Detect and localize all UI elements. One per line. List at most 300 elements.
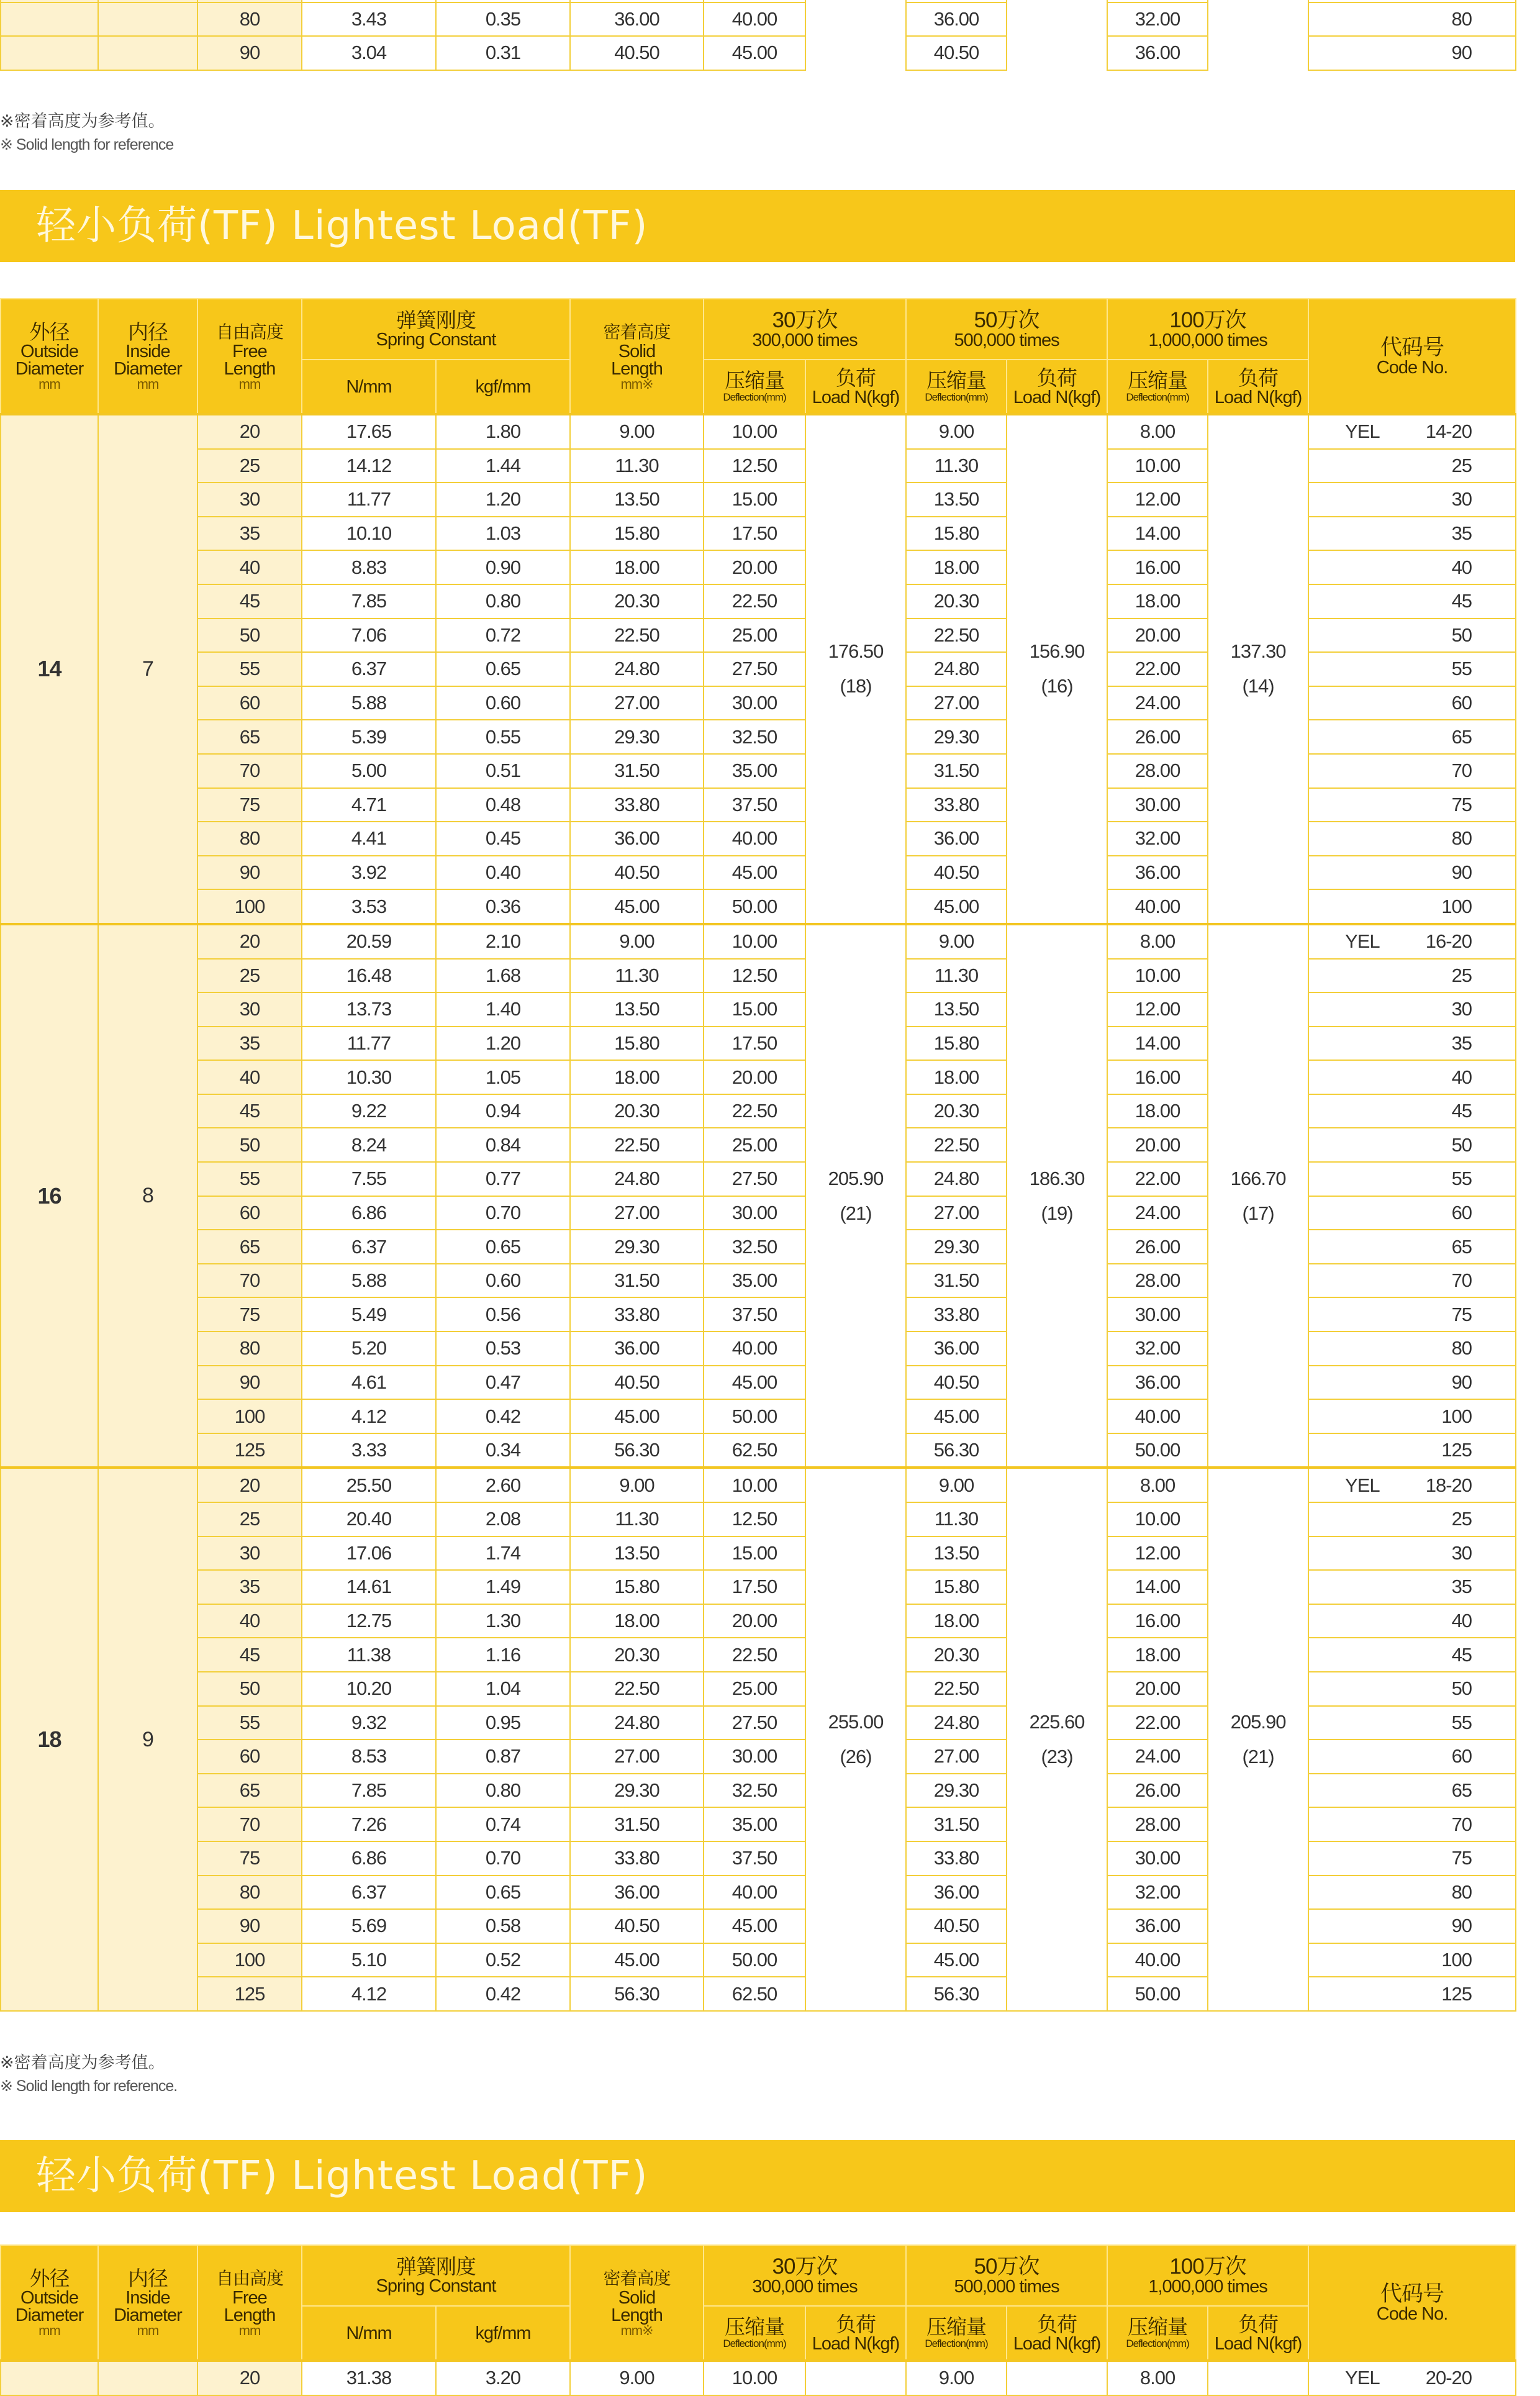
free-length-cell: 30 [197, 1536, 302, 1571]
spring-constant-n-cell: 17.06 [302, 1536, 436, 1571]
spring-constant-n-cell: 3.92 [302, 856, 436, 890]
deflection-30-cell: 17.50 [704, 1570, 805, 1604]
load-value: 156.90 [1029, 640, 1085, 663]
deflection-100-cell: 18.00 [1107, 584, 1208, 619]
spring-constant-n-cell: 25.50 [302, 1468, 436, 1502]
spring-constant-n-cell: 4.71 [302, 788, 436, 822]
spring-constant-kgf-cell: 2.08 [436, 1502, 570, 1536]
spring-constant-n-cell: 6.86 [302, 1196, 436, 1230]
solid-length-cell: 40.50 [570, 1366, 704, 1400]
code-cell [1308, 686, 1516, 720]
free-length-cell: 25 [197, 1502, 302, 1536]
deflection-100-cell: 22.00 [1107, 652, 1208, 686]
spring-constant-n-cell: 14.61 [302, 1570, 436, 1604]
code-prefix: YEL [1345, 930, 1380, 953]
header-solid-length: 密着高度 Solid Length mm※ [570, 2245, 704, 2361]
free-length-cell: 100 [197, 889, 302, 924]
deflection-100-cell: 20.00 [1107, 1672, 1208, 1706]
table-row [1, 1468, 1516, 1502]
deflection-30-cell: 10.00 [704, 414, 805, 449]
spring-constant-n-cell: 20.59 [302, 924, 436, 959]
free-length-cell: 70 [197, 754, 302, 788]
free-length-cell: 40 [197, 1604, 302, 1638]
spring-constant-kgf-cell: 1.44 [436, 449, 570, 483]
section-header-bar-2 [0, 2140, 1515, 2212]
code-cell [1308, 856, 1516, 890]
spring-constant-n-cell: 12.75 [302, 1604, 436, 1638]
spring-constant-n-cell: 11.77 [302, 483, 436, 517]
deflection-100-cell: 40.00 [1107, 1943, 1208, 1977]
code-cell [1308, 449, 1516, 483]
section-title: 轻小负荷(TF) Lightest Load(TF) [36, 203, 648, 249]
load-100-cell [1208, 36, 1308, 70]
free-length-cell: 90 [197, 1366, 302, 1400]
free-length-cell: 35 [197, 1570, 302, 1604]
spring-constant-kgf-cell: 2.10 [436, 924, 570, 959]
load-100-cell [1208, 2361, 1308, 2395]
deflection-50-cell: 36.00 [906, 1876, 1007, 1910]
deflection-30-cell: 40.00 [704, 1332, 805, 1366]
deflection-100-cell: 10.00 [1107, 449, 1208, 483]
solid-length-cell: 18.00 [570, 550, 704, 584]
spring-constant-n-cell: 8.24 [302, 1128, 436, 1162]
spring-constant-n-cell: 4.41 [302, 822, 436, 856]
code-cell [1308, 754, 1516, 788]
code-value: 14-20 [1425, 420, 1472, 443]
code-value: 90 [1451, 861, 1472, 884]
code-value: 75 [1451, 1303, 1472, 1325]
deflection-50-cell: 33.80 [906, 788, 1007, 822]
deflection-30-cell: 20.00 [704, 550, 805, 584]
code-cell [1308, 788, 1516, 822]
outside-diameter-cell [1, 2361, 98, 2395]
header-deflection-30: 压缩量 Deflection(mm) [704, 2306, 805, 2361]
free-length-cell: 20 [197, 924, 302, 959]
solid-length-cell: 9.00 [570, 414, 704, 449]
deflection-100-cell: 12.00 [1107, 1536, 1208, 1571]
deflection-30-cell: 25.00 [704, 1672, 805, 1706]
deflection-30-cell: 17.50 [704, 1027, 805, 1061]
code-value: 30 [1451, 488, 1472, 511]
spring-constant-kgf-cell: 0.42 [436, 1977, 570, 2011]
spring-constant-n-cell: 3.43 [302, 2, 436, 37]
code-value: 25 [1451, 454, 1472, 476]
code-value: 80 [1451, 1337, 1472, 1359]
free-length-cell: 75 [197, 1841, 302, 1876]
bottom-partial-table [0, 2244, 1516, 2396]
spring-constant-kgf-cell: 0.70 [436, 1841, 570, 1876]
code-cell [1308, 822, 1516, 856]
solid-length-cell: 36.00 [570, 1332, 704, 1366]
code-cell [1308, 1841, 1516, 1876]
spring-constant-kgf-cell: 0.72 [436, 619, 570, 653]
deflection-30-cell: 40.00 [704, 2, 805, 37]
header-spring-constant: 弹簧刚度 Spring Constant [302, 2245, 570, 2306]
spring-constant-kgf-cell: 0.84 [436, 1128, 570, 1162]
spring-constant-n-cell: 4.12 [302, 1977, 436, 2011]
deflection-50-cell: 40.50 [906, 856, 1007, 890]
spring-constant-kgf-cell: 1.03 [436, 517, 570, 551]
deflection-30-cell: 25.00 [704, 1128, 805, 1162]
deflection-100-cell: 40.00 [1107, 889, 1208, 924]
free-length-cell: 50 [197, 619, 302, 653]
deflection-100-cell: 30.00 [1107, 1297, 1208, 1332]
code-value: 125 [1441, 1982, 1472, 2005]
deflection-50-cell: 40.50 [906, 36, 1007, 70]
solid-length-cell: 33.80 [570, 1297, 704, 1332]
spring-constant-n-cell: 11.38 [302, 1638, 436, 1672]
code-prefix: YEL [1345, 2367, 1380, 2389]
spring-constant-n-cell: 17.65 [302, 414, 436, 449]
spring-constant-kgf-cell: 1.16 [436, 1638, 570, 1672]
deflection-100-cell: 32.00 [1107, 1876, 1208, 1910]
code-cell [1308, 1740, 1516, 1774]
free-length-cell: 90 [197, 1909, 302, 1943]
spring-constant-kgf-cell: 0.42 [436, 1399, 570, 1433]
code-cell [1308, 1027, 1516, 1061]
deflection-100-cell: 28.00 [1107, 1807, 1208, 1841]
deflection-100-cell: 36.00 [1107, 856, 1208, 890]
spring-constant-n-cell: 7.06 [302, 619, 436, 653]
spring-constant-kgf-cell: 0.55 [436, 720, 570, 754]
code-value: 100 [1441, 1405, 1472, 1427]
deflection-50-cell: 22.50 [906, 1128, 1007, 1162]
deflection-100-cell: 30.00 [1107, 1841, 1208, 1876]
solid-length-cell: 20.30 [570, 584, 704, 619]
deflection-100-cell: 22.00 [1107, 1162, 1208, 1196]
deflection-100-cell: 26.00 [1107, 720, 1208, 754]
free-length-cell: 90 [197, 856, 302, 890]
code-cell [1308, 619, 1516, 653]
solid-length-cell: 56.30 [570, 1433, 704, 1468]
code-cell [1308, 1502, 1516, 1536]
code-cell [1308, 1604, 1516, 1638]
code-value: 40 [1451, 556, 1472, 578]
table-row [1, 2361, 1516, 2395]
deflection-30-cell: 35.00 [704, 754, 805, 788]
code-cell [1308, 1706, 1516, 1740]
deflection-50-cell: 40.50 [906, 1366, 1007, 1400]
section-header-bar [0, 190, 1515, 262]
code-value: 30 [1451, 1541, 1472, 1564]
deflection-50-cell: 27.00 [906, 1740, 1007, 1774]
free-length-cell: 80 [197, 2, 302, 37]
deflection-30-cell: 40.00 [704, 1876, 805, 1910]
free-length-cell: 125 [197, 1433, 302, 1468]
code-cell [1308, 1094, 1516, 1128]
header-outside-diameter: 外径 Outside Diameter mm [1, 2245, 98, 2361]
deflection-50-cell: 9.00 [906, 924, 1007, 959]
deflection-50-cell: 24.80 [906, 1162, 1007, 1196]
load-50-cell [1007, 924, 1107, 1468]
solid-length-cell: 33.80 [570, 1841, 704, 1876]
spring-constant-n-cell: 31.38 [302, 2361, 436, 2395]
deflection-30-cell: 20.00 [704, 1604, 805, 1638]
deflection-100-cell: 26.00 [1107, 1774, 1208, 1808]
deflection-50-cell: 15.80 [906, 517, 1007, 551]
free-length-cell: 30 [197, 483, 302, 517]
spring-constant-n-cell: 6.37 [302, 1876, 436, 1910]
code-cell [1308, 550, 1516, 584]
note-zh: ※密着高度为参考值。 [0, 2053, 165, 2072]
free-length-cell: 100 [197, 1943, 302, 1977]
deflection-100-cell: 10.00 [1107, 959, 1208, 993]
solid-length-cell: 11.30 [570, 959, 704, 993]
load-value: 137.30 [1230, 640, 1286, 663]
code-cell [1308, 1909, 1516, 1943]
header-spring-constant: 弹簧刚度 Spring Constant [302, 299, 570, 360]
deflection-50-cell: 45.00 [906, 1399, 1007, 1433]
code-value: 70 [1451, 1813, 1472, 1835]
deflection-100-cell: 24.00 [1107, 1740, 1208, 1774]
code-value: 35 [1451, 1032, 1472, 1054]
free-length-cell: 65 [197, 720, 302, 754]
deflection-30-cell: 37.50 [704, 1297, 805, 1332]
load-100-cell [1208, 1468, 1308, 2011]
deflection-30-cell: 27.50 [704, 1162, 805, 1196]
spring-constant-n-cell: 6.37 [302, 652, 436, 686]
spring-constant-n-cell: 6.37 [302, 1230, 436, 1264]
deflection-100-cell: 24.00 [1107, 686, 1208, 720]
deflection-100-cell: 8.00 [1107, 2361, 1208, 2395]
outside-diameter-cell [1, 2, 98, 37]
solid-length-cell: 36.00 [570, 1876, 704, 1910]
code-value: 45 [1451, 1643, 1472, 1666]
free-length-cell: 20 [197, 414, 302, 449]
solid-length-cell: 40.50 [570, 36, 704, 70]
solid-length-note [0, 109, 173, 157]
deflection-100-cell: 14.00 [1107, 1570, 1208, 1604]
load-30-cell [805, 2, 906, 37]
code-prefix: YEL [1345, 420, 1380, 443]
code-value: 50 [1451, 1133, 1472, 1156]
solid-length-cell: 15.80 [570, 1027, 704, 1061]
deflection-30-cell: 50.00 [704, 889, 805, 924]
solid-length-cell: 24.80 [570, 652, 704, 686]
solid-length-cell: 9.00 [570, 1468, 704, 1502]
spring-constant-n-cell: 7.85 [302, 584, 436, 619]
deflection-50-cell: 13.50 [906, 483, 1007, 517]
solid-length-cell: 20.30 [570, 1094, 704, 1128]
code-value: 55 [1451, 1711, 1472, 1733]
outside-diameter-cell: 14 [1, 414, 98, 924]
spring-constant-kgf-cell: 1.20 [436, 1027, 570, 1061]
deflection-30-cell: 25.00 [704, 619, 805, 653]
free-length-cell: 65 [197, 1774, 302, 1808]
deflection-30-cell: 35.00 [704, 1264, 805, 1298]
code-cell [1308, 1332, 1516, 1366]
free-length-cell: 35 [197, 517, 302, 551]
spring-constant-kgf-cell: 0.31 [436, 36, 570, 70]
deflection-100-cell: 20.00 [1107, 1128, 1208, 1162]
code-cell [1308, 414, 1516, 449]
solid-length-cell: 45.00 [570, 889, 704, 924]
spring-constant-n-cell: 3.53 [302, 889, 436, 924]
solid-length-cell: 36.00 [570, 2, 704, 37]
header-deflection-50: 压缩量 Deflection(mm) [906, 2306, 1007, 2361]
load-30-cell [805, 924, 906, 1468]
solid-length-cell: 31.50 [570, 754, 704, 788]
deflection-50-cell: 45.00 [906, 1943, 1007, 1977]
solid-length-cell: 15.80 [570, 1570, 704, 1604]
spring-constant-kgf-cell: 1.04 [436, 1672, 570, 1706]
inside-diameter-cell: 8 [98, 924, 197, 1468]
code-cell [1308, 1774, 1516, 1808]
deflection-30-cell: 22.50 [704, 1638, 805, 1672]
solid-length-cell: 22.50 [570, 1672, 704, 1706]
header-kgf-per-mm: kgf/mm [436, 360, 570, 414]
code-value: 25 [1451, 1508, 1472, 1530]
spring-constant-kgf-cell: 0.45 [436, 822, 570, 856]
code-cell [1308, 1264, 1516, 1298]
deflection-100-cell: 32.00 [1107, 1332, 1208, 1366]
free-length-cell: 75 [197, 788, 302, 822]
free-length-cell: 45 [197, 584, 302, 619]
spring-constant-n-cell: 10.20 [302, 1672, 436, 1706]
solid-length-cell: 29.30 [570, 720, 704, 754]
spring-constant-kgf-cell: 0.56 [436, 1297, 570, 1332]
free-length-cell: 70 [197, 1264, 302, 1298]
solid-length-cell: 13.50 [570, 483, 704, 517]
solid-length-cell: 33.80 [570, 788, 704, 822]
free-length-cell: 80 [197, 1332, 302, 1366]
spring-constant-n-cell: 11.77 [302, 1027, 436, 1061]
deflection-30-cell: 15.00 [704, 1536, 805, 1571]
free-length-cell: 50 [197, 1128, 302, 1162]
deflection-30-cell: 27.50 [704, 652, 805, 686]
deflection-100-cell: 36.00 [1107, 1909, 1208, 1943]
code-cell [1308, 1943, 1516, 1977]
solid-length-cell: 22.50 [570, 619, 704, 653]
free-length-cell: 20 [197, 1468, 302, 1502]
free-length-cell: 70 [197, 1807, 302, 1841]
free-length-cell: 60 [197, 1740, 302, 1774]
solid-length-cell: 27.00 [570, 686, 704, 720]
solid-length-cell: 24.80 [570, 1706, 704, 1740]
code-value: 90 [1451, 1371, 1472, 1393]
deflection-50-cell: 33.80 [906, 1297, 1007, 1332]
spring-constant-kgf-cell: 0.65 [436, 1876, 570, 1910]
spring-constant-kgf-cell: 0.95 [436, 1706, 570, 1740]
solid-length-cell: 31.50 [570, 1264, 704, 1298]
load-kgf: (14) [1242, 675, 1274, 697]
spring-constant-n-cell: 8.83 [302, 550, 436, 584]
deflection-50-cell: 24.80 [906, 1706, 1007, 1740]
deflection-50-cell: 29.30 [906, 720, 1007, 754]
solid-length-cell: 31.50 [570, 1807, 704, 1841]
spring-constant-n-cell: 5.20 [302, 1332, 436, 1366]
deflection-100-cell: 12.00 [1107, 992, 1208, 1027]
deflection-50-cell: 29.30 [906, 1230, 1007, 1264]
deflection-50-cell: 13.50 [906, 1536, 1007, 1571]
free-length-cell: 20 [197, 2361, 302, 2395]
top-partial-table [0, 0, 1516, 71]
deflection-50-cell: 40.50 [906, 1909, 1007, 1943]
deflection-30-cell: 32.50 [704, 720, 805, 754]
code-value: 75 [1451, 1847, 1472, 1869]
deflection-100-cell: 12.00 [1107, 483, 1208, 517]
spring-constant-n-cell: 13.73 [302, 992, 436, 1027]
load-value: 255.00 [828, 1711, 884, 1733]
spring-constant-kgf-cell: 3.20 [436, 2361, 570, 2395]
deflection-100-cell: 50.00 [1107, 1433, 1208, 1468]
solid-length-cell: 27.00 [570, 1740, 704, 1774]
deflection-30-cell: 45.00 [704, 36, 805, 70]
load-100-cell [1208, 2, 1308, 37]
spring-constant-n-cell: 10.10 [302, 517, 436, 551]
spring-constant-kgf-cell: 1.68 [436, 959, 570, 993]
load-30-cell [805, 36, 906, 70]
code-cell [1308, 1672, 1516, 1706]
solid-length-note-2 [0, 2051, 177, 2098]
spring-constant-n-cell: 4.12 [302, 1399, 436, 1433]
deflection-100-cell: 22.00 [1107, 1706, 1208, 1740]
spring-constant-n-cell: 4.61 [302, 1366, 436, 1400]
code-cell [1308, 924, 1516, 959]
spring-constant-kgf-cell: 0.48 [436, 788, 570, 822]
header-load-100: 负荷 Load N(kgf) [1208, 360, 1308, 414]
deflection-50-cell: 11.30 [906, 1502, 1007, 1536]
header-deflection-30: 压缩量 Deflection(mm) [704, 360, 805, 414]
spring-constant-kgf-cell: 0.35 [436, 2, 570, 37]
free-length-cell: 25 [197, 449, 302, 483]
deflection-50-cell: 15.80 [906, 1570, 1007, 1604]
header-load-30: 负荷 Load N(kgf) [805, 2306, 906, 2361]
spring-constant-kgf-cell: 0.58 [436, 1909, 570, 1943]
header-load-30: 负荷 Load N(kgf) [805, 360, 906, 414]
code-cell [1308, 1230, 1516, 1264]
spring-constant-n-cell: 5.88 [302, 686, 436, 720]
deflection-30-cell: 10.00 [704, 2361, 805, 2395]
deflection-30-cell: 37.50 [704, 788, 805, 822]
spring-constant-kgf-cell: 0.87 [436, 1740, 570, 1774]
spring-constant-kgf-cell: 0.47 [436, 1366, 570, 1400]
load-50-cell [1007, 2, 1107, 37]
code-value: 40 [1451, 1610, 1472, 1632]
spring-constant-n-cell: 7.55 [302, 1162, 436, 1196]
code-cell [1308, 584, 1516, 619]
free-length-cell: 60 [197, 1196, 302, 1230]
load-50-cell [1007, 414, 1107, 924]
solid-length-cell: 11.30 [570, 1502, 704, 1536]
spring-constant-kgf-cell: 0.90 [436, 550, 570, 584]
deflection-30-cell: 62.50 [704, 1977, 805, 2011]
deflection-50-cell: 20.30 [906, 584, 1007, 619]
deflection-30-cell: 10.00 [704, 924, 805, 959]
spring-constant-n-cell: 14.12 [302, 449, 436, 483]
load-kgf: (21) [840, 1202, 872, 1224]
deflection-30-cell: 45.00 [704, 1909, 805, 1943]
code-value: 60 [1451, 1745, 1472, 1768]
spring-constant-kgf-cell: 0.80 [436, 1774, 570, 1808]
header-deflection-100: 压缩量 Deflection(mm) [1107, 2306, 1208, 2361]
deflection-100-cell: 36.00 [1107, 1366, 1208, 1400]
spring-constant-n-cell: 16.48 [302, 959, 436, 993]
deflection-30-cell: 17.50 [704, 517, 805, 551]
load-kgf: (26) [840, 1746, 872, 1768]
load-100-cell [1208, 924, 1308, 1468]
deflection-50-cell: 27.00 [906, 1196, 1007, 1230]
solid-length-cell: 13.50 [570, 992, 704, 1027]
code-cell [1308, 992, 1516, 1027]
deflection-50-cell: 36.00 [906, 822, 1007, 856]
load-kgf: (19) [1041, 1202, 1073, 1224]
code-value: 60 [1451, 692, 1472, 714]
deflection-30-cell: 12.50 [704, 959, 805, 993]
inside-diameter-cell: 7 [98, 414, 197, 924]
free-length-cell: 65 [197, 1230, 302, 1264]
deflection-100-cell: 30.00 [1107, 788, 1208, 822]
